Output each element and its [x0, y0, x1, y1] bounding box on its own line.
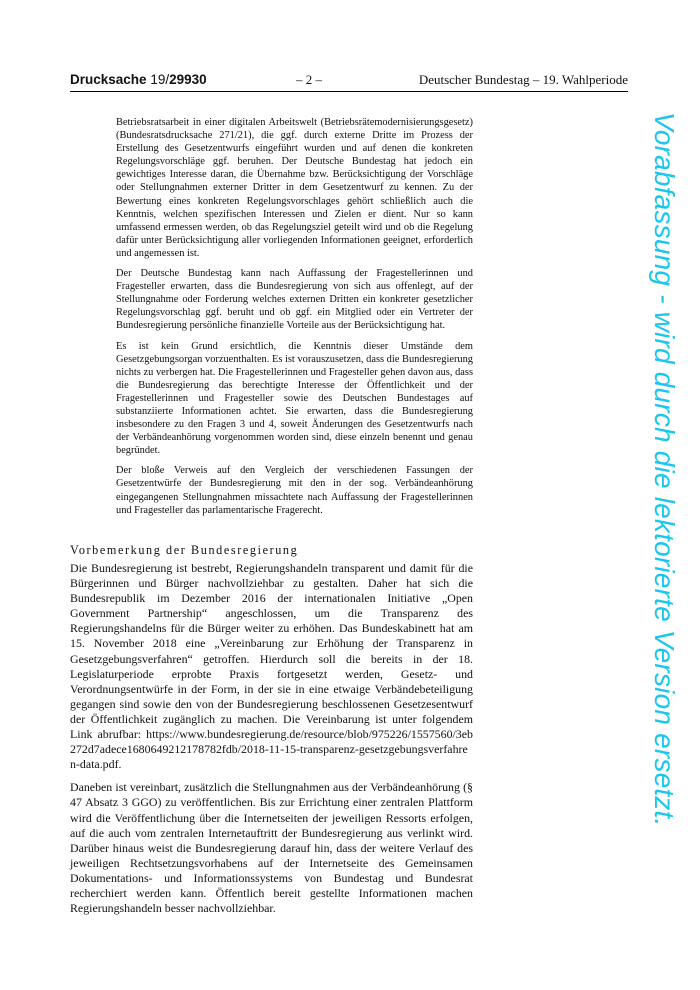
- question-paragraph-1: Betriebsratsarbeit in einer digitalen Arbeitswelt (Betriebsrätemodernisierungsgesetz) (Bundesratsdrucksache 271/21), die ggf. durch externe Dritte im Prozess der Erstellung des Gesetzentwurfs eingeführt wurden und auf denen die konkreten Regelungsvorschläge ggf. beruhen. Der Deutsche Bundestag hat jedoch ein gewichtiges Interesse daran, die Übernahme bzw. Berücksichtigung der Vorschläge oder Stellungnahmen externer Dritter in dem Gesetzentwurf zu kennen. Zu der Bewertung eines konkreten Regelungsvorschlages gehört schließlich auch die Kenntnis, welchen spezifischen Interessen und Zielen er dient. Nur so kann umfassend ermessen werden, ob das Regelungsziel geteilt wird und ob die Regelung dafür unter Berücksichtigung aller vorliegenden Informationen geeignet, erforderlich und angemessen ist.: [116, 117, 473, 259]
- page-number: – 2 –: [296, 72, 322, 87]
- document-number-prefix: 19/: [150, 72, 170, 87]
- answer-paragraph-2: Daneben ist vereinbart, zusätzlich die Stellungnahmen aus der Verbändeanhörung (§ 47 Absatz 3 GGO) zu veröffentlichen. Bis zur Errichtung einer zentralen Plattform wird die Veröffentlichung über die Internetseiten der jeweiligen Ressorts erfolgen, auf die auch vom zentralen Internetauftritt der Bundesregierung aus verlinkt wird. Darüber hinaus weist die Bundesregierung darauf hin, dass der weitere Verlauf des jeweiligen Rechtsetzungsvorhabens auf der Internetseite des Gemeinsamen Dokumentations- und Informationssystems von Bundestag und Bundesrat recherchiert werden kann. Öffentlich bereit gestellte Informationen machen Regierungshandeln besser nachvollziehbar.: [70, 780, 473, 916]
- question-paragraph-3: Es ist kein Grund ersichtlich, die Kenntnis dieser Umstände dem Gesetzgebungsorgan vorzuenthalten. Es ist vorauszusetzen, dass die Bundesregierung nichts zu verbergen hat. Die Fragestellerinnen und Fragesteller gehen davon aus, dass die Bundesregierung das berechtigte Interesse der Öffentlichkeit und der Fragestellerinnen und Fragesteller sowie des Deutschen Bundestages auf substanziierte Informationen achtet. Sie erwarten, dass die Bundesregierung insbesondere zu den Fragen 3 und 4, soweit Änderungen des Gesetzentwurfs nach der Verbändeanhörung vorgenommen worden sind, diese einzeln benennt und genau begründet.: [116, 340, 473, 457]
- agreement-link[interactable]: https://www.bundesregierung.de/resource/blob/975226/1557560/3eb272d7adece1680649212178782fdb/2018-11-15-transparenz-gesetzgebungsverfahren-data.pdf.: [70, 727, 473, 772]
- header-rule: [70, 91, 628, 92]
- government-preliminary-remark: [70, 561, 473, 924]
- watermark: [640, 112, 696, 882]
- publisher-label: Deutscher Bundestag – 19. Wahlperiode: [418, 72, 628, 87]
- question-paragraph-2: Der Deutsche Bundestag kann nach Auffassung der Fragestellerinnen und Fragesteller erwarten, dass die Bundesregierung von sich aus offenlegt, auf der Stellungnahme oder Forderung welches externen Dritten ein konkreter gesetzlicher Regelungsvorschlag ggf. beruht und ob ggf. ein Mitglied oder ein Vertreter der Bundesregierung persönliche finanzielle Vorteile aus der Berücksichtigung hat.: [116, 268, 473, 332]
- answer-paragraph-1-text: Die Bundesregierung ist bestrebt, Regierungshandeln transparent und damit für die Bürgerinnen und Bürger nachvollziehbar zu gestalten. Daher hat sich die Bundesrepublik im Dezember 2016 der internationalen Initiative „Open Government Partnership“ angeschlossen, um die Transparenz des Regierungshandelns für die Bürger weiter zu erhöhen. Das Bundeskabinett hat am 15. November 2018 eine „Vereinbarung zur Erhöhung der Transparenz in Gesetzgebungsverfahren“ getroffen. Hierdurch soll die bereits in der 18. Legislaturperiode erprobte Praxis fortgesetzt werden, Gesetz- und Verordnungsentwürfe in der Form, in der sie in eine etwaige Verbändebeteiligung gegangen sind sowie den von der Bundesregierung beschlossenen Gesetzesentwurf der Öffentlichkeit zugänglich zu machen. Die Vereinbarung ist unter folgendem Link abrufbar:: [70, 561, 473, 742]
- answer-paragraph-1: [70, 561, 473, 772]
- document-number-value: 29930: [169, 72, 207, 87]
- document-label: Drucksache: [70, 72, 147, 87]
- page-header: [70, 71, 628, 89]
- watermark-text: Vorabfassung - wird durch die lektorierte Version ersetzt.: [649, 112, 680, 827]
- question-preamble: [116, 116, 473, 524]
- section-title: Vorbemerkung der Bundesregierung: [70, 543, 299, 557]
- question-paragraph-4: Der bloße Verweis auf den Vergleich der verschiedenen Fassungen der Gesetzentwürfe der Bundesregierung mit den in der sog. Verbändeanhörung eingegangenen Stellungnahmen missachtete nach Auffassung der Fragestellerinnen und Fragesteller das parlamentarische Fragerecht.: [116, 465, 473, 516]
